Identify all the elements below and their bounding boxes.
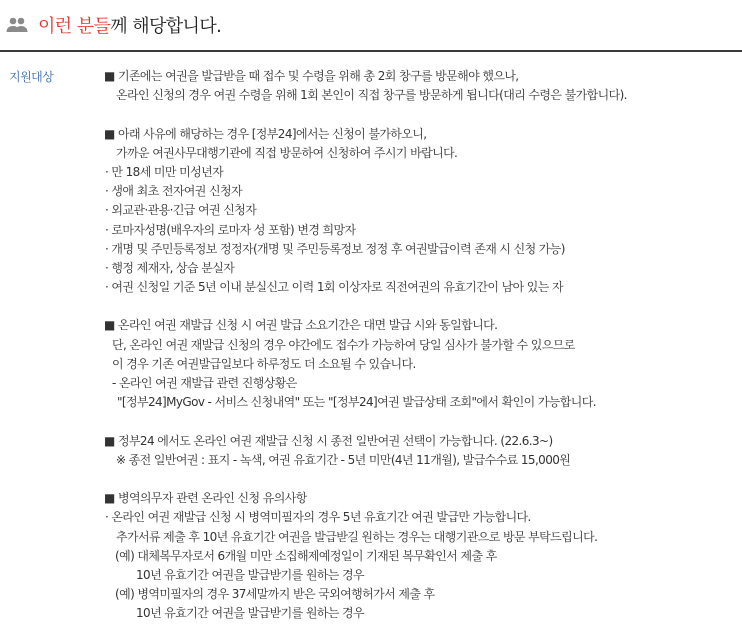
list-item: · 행정 제재자, 상습 분실자 bbox=[105, 260, 235, 275]
example-line: (예) 병역미필자의 경우 37세말까지 받은 국외여행허가서 제출 후 bbox=[115, 587, 435, 602]
notice-line: ■ 아래 사유에 해당하는 경우 [정부24]에서는 신청이 불가하오니, bbox=[104, 126, 427, 141]
notice-line: ※ 종전 일반여권 : 표지 - 녹색, 여권 유효기간 - 5년 미만(4년 11개월), 발급수수료 15,000원 bbox=[116, 452, 571, 467]
list-item: · 개명 및 주민등록정보 정정자(개명 및 주민등록정보 정정 후 여권발급이력 존재 시 신청 가능) bbox=[105, 241, 565, 256]
notice-line: 단, 온라인 여권 재발급 신청의 경우 야간에도 접수가 가능하여 당일 심사가 불가할 수 있으므로 bbox=[112, 337, 575, 352]
list-item: · 생애 최초 전자여권 신청자 bbox=[105, 184, 242, 199]
list-item: · 로마자성명(배우자의 로마자 성 포함) 변경 희망자 bbox=[105, 222, 356, 237]
notice-line: "[정부24]MyGov - 서비스 신청내역" 또는 "[정부24]여권 발급상태 조회"에서 확인이 가능합니다. bbox=[117, 395, 596, 410]
notice-line: 이 경우 기존 여권발급일보다 하루정도 더 소요될 수 있습니다. bbox=[112, 356, 416, 371]
list-item: · 여권 신청일 기준 5년 이내 분실신고 이력 1회 이상자로 직전여권의 유효기간이 남아 있는 자 bbox=[105, 280, 564, 295]
section-label: 지원대상 bbox=[9, 70, 54, 84]
page-title bbox=[38, 12, 221, 38]
notice-line: 가까운 여권사무대행기관에 직접 방문하여 신청하여 주시기 바랍니다. bbox=[116, 145, 458, 160]
people-icon bbox=[6, 16, 28, 34]
support-target-content bbox=[104, 67, 734, 623]
notice-line: - 온라인 여권 재발급 관련 진행상황은 bbox=[112, 376, 297, 390]
notice-line: 추가서류 제출 후 10년 유효기간 여권을 발급받길 원하는 경우는 대행기관으로 방문 부탁드립니다. bbox=[116, 529, 598, 544]
notice-line: ■ 기존에는 여권을 발급받을 때 접수 및 수령을 위해 총 2회 창구를 방문해야 했으나, bbox=[104, 69, 519, 83]
example-line: 10년 유효기간 여권을 발급받기를 원하는 경우 bbox=[136, 567, 364, 582]
notice-line: ■ 정부24 에서도 온라인 여권 재발급 신청 시 종전 일반여권 선택이 가능합니다. (22.6.3~) bbox=[104, 433, 553, 448]
title-accent: 이런 분들 bbox=[38, 16, 111, 37]
notice-line: ■ 온라인 여권 재발급 신청 시 여권 발급 소요기간은 대면 발급 시와 동일합니다. bbox=[104, 318, 498, 333]
list-item: · 온라인 여권 재발급 신청 시 병역미필자의 경우 5년 유효기간 여권 발급만 가능합니다. bbox=[105, 510, 531, 525]
notice-line: 온라인 신청의 경우 여권 수령을 위해 1회 본인이 직접 창구를 방문하게 됩니다(대리 수령은 불가합니다). bbox=[116, 88, 627, 103]
list-item: · 만 18세 미만 미성년자 bbox=[105, 164, 224, 179]
list-item: · 외교관·관용·긴급 여권 신청자 bbox=[105, 203, 257, 218]
section-header bbox=[0, 0, 742, 52]
example-line: (예) 대체복무자로서 6개월 미만 소집해제예정일이 기재된 복무확인서 제출 후 bbox=[115, 548, 497, 563]
notice-line: ■ 병역의무자 관련 온라인 신청 유의사항 bbox=[104, 491, 307, 506]
title-rest: 께 해당합니다. bbox=[110, 16, 222, 37]
example-line: 10년 유효기간 여권을 발급받기를 원하는 경우 bbox=[136, 606, 364, 621]
